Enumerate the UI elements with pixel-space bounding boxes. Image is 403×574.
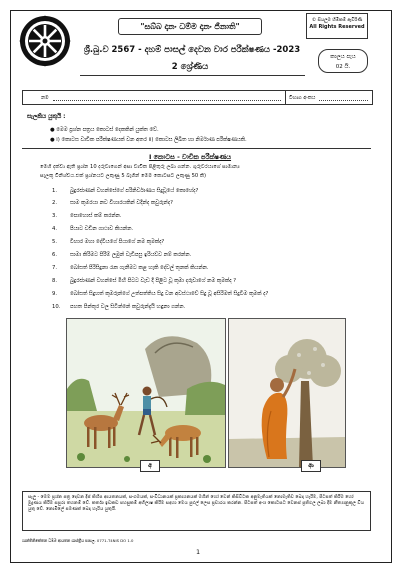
section-separator [22, 148, 371, 149]
grade-underline [80, 75, 305, 76]
image-a-label: අ [140, 460, 160, 472]
question-number: 8. [52, 278, 58, 284]
question-text: බෝසත් පිරිසිදුනා රැක ගැනීමට කළ හැකි දේවල් තුනක් කියන්න. [70, 265, 209, 271]
exam-title: ශ්‍රී.බු.ව 2567 - දහම් පාසල් දෙවන වාර පරීක්ෂණය -2023 [83, 45, 301, 55]
instruction-item: ● i) කොටස වාචික පරීක්ෂණයක් වන අතර ii) කොටස ලිඛිත හා නිර්මාණ පරීක්ෂණයකි. [50, 137, 247, 143]
motto-box: "සබ්බ දානං ධම්ම දානං ජිනාති" [118, 18, 262, 35]
time-label: කාලය පැය [330, 54, 356, 60]
question-number: 7. [52, 265, 58, 271]
question-item [52, 265, 209, 272]
question-text: බුදුරජාණන් වහන්සේගේ පරිනිර්වාණය සිදුවූයේ කොහේද? [70, 188, 199, 194]
dharma-wheel-logo [18, 14, 72, 68]
index-label: විභාග අංකය [289, 94, 316, 101]
footer-text: ශාන්තිනිකේතන ධම්ම ආයතන ශාස්ත්‍රීය පාසල. 0771-T4NIS DO 1.0 [22, 538, 134, 543]
question-text: පොහොස් කම් කරන්න. [70, 213, 122, 219]
index-dots [319, 94, 368, 101]
question-text: සාම කුමරයා නව විහාරයකින් වදින්ද කවුරුන්ද? [70, 200, 173, 206]
grade-title: 2 ශ්‍රේණිය [171, 62, 209, 72]
image-b-label: ආ [301, 460, 321, 472]
question-item [52, 252, 191, 259]
question-number: 9. [52, 291, 58, 297]
index-cell[interactable] [286, 91, 372, 104]
question-item [52, 291, 268, 298]
time-box [318, 49, 368, 73]
question-text: පහත පින්තූර වල සිටින්නේ කවුරුන්දැයි හඳුනා ගන්න. [70, 304, 186, 310]
question-number: 10. [52, 304, 61, 310]
question-text: බෝසත් සිදුහත් කුමරුන්ගේ උත්පත්තිය සිදු වන අවස්ථාවේ සිදු වූ අසිරිමත් සිදුවීම කුමක් ද? [70, 291, 269, 297]
question-item [52, 188, 198, 195]
page-number: 1 [196, 548, 201, 556]
time-value: 02 යි. [335, 64, 351, 70]
rights-box [306, 13, 368, 39]
name-dots [53, 94, 281, 101]
question-text: විහාර මහා දේවියගේ පියාගේ නම කුමක්ද? [70, 239, 165, 245]
question-item [52, 213, 122, 220]
question-number: 3. [52, 213, 58, 219]
section-lead-line-1: මෙහි දක්වා ඇති ප්‍රශ්න 10 දරුවාගෙන් අසා වාචික පිළිතුරු ලබා ගන්න. ගුරුවරයාගේ සාමාන්‍ය [40, 164, 240, 170]
rights-bottom-text: All Rights Reserved [309, 24, 365, 30]
question-item [52, 278, 236, 285]
section-title: I කොටස - වාචික පරීක්ෂණය [148, 153, 232, 161]
question-text: බුදුරජාණන් වහන්සේ මිහි පිටට වැඩ දී පිළිට වූ කුමා දරුවාගේ නම කුමක්ද ? [70, 278, 237, 284]
image-a-hunter-deer [66, 318, 226, 468]
name-label: නම [41, 94, 49, 101]
question-item [52, 304, 185, 311]
rights-top-text: © සියලුම හිමිකම් ඇවිරිණි [311, 18, 363, 23]
name-index-row [22, 90, 373, 105]
question-number: 1. [52, 188, 58, 194]
section-lead-line-2: සැලකූ විනිශ්චය.එක් ප්‍රශ්නයට ලකුණු 5 බැගින් මෙම කොටසට ලකුණු 50 කි) [40, 173, 207, 179]
instruction-item: ● මෙම ප්‍රශ්න පත්‍රය කොටස් දෙකකින් යුක්ත වේ. [50, 127, 159, 133]
note-box: සැලු - මෙම ප්‍රශ්න පත්‍ර දෙවන දීප් කිහිප ආයතනයක්, සංගමයක්, සංවිධානයක් ප්‍රකාශනයක් මගින් හෝ වෙන් කිසිවිටක අනුමැතියක් නොමැතිව බෙදා හැරීම, පිටපත් කිරීම හෝ මුද්‍රණය කිරීම සපුරා තහනම් වේ. කර්තෘ ඉඩකඩ පහසුකම් අභිලාෂ කිරීම සඳහා මෙය පුළුල් ලෙස ප්‍රචාරය කරන්න. පිටපත් අංශ කොටසට වෙනස් ප්‍රතිඵල ලබා දීම නීත්‍යානුකූල විය යුතු වේ. නොමිලේ පමණක් බෙදා හැරිය යුතුයි. [22, 491, 371, 531]
question-number: 4. [52, 226, 58, 232]
question-item [52, 239, 164, 246]
image-b-monk [228, 318, 346, 468]
question-text: සාමා කිරිමට පිරිම් ලමුන් වැඩිපසු ඉරියව්ව නම් කරන්න. [70, 252, 192, 258]
instructions-heading: සැලකිය යුතුයි : [27, 114, 66, 120]
question-number: 2. [52, 200, 58, 206]
name-cell[interactable] [23, 91, 286, 104]
question-item [52, 200, 173, 207]
question-number: 5. [52, 239, 58, 245]
question-text: පියාට වඩින ගාථාව කියන්න. [70, 226, 134, 232]
question-number: 6. [52, 252, 58, 258]
question-item [52, 226, 133, 233]
